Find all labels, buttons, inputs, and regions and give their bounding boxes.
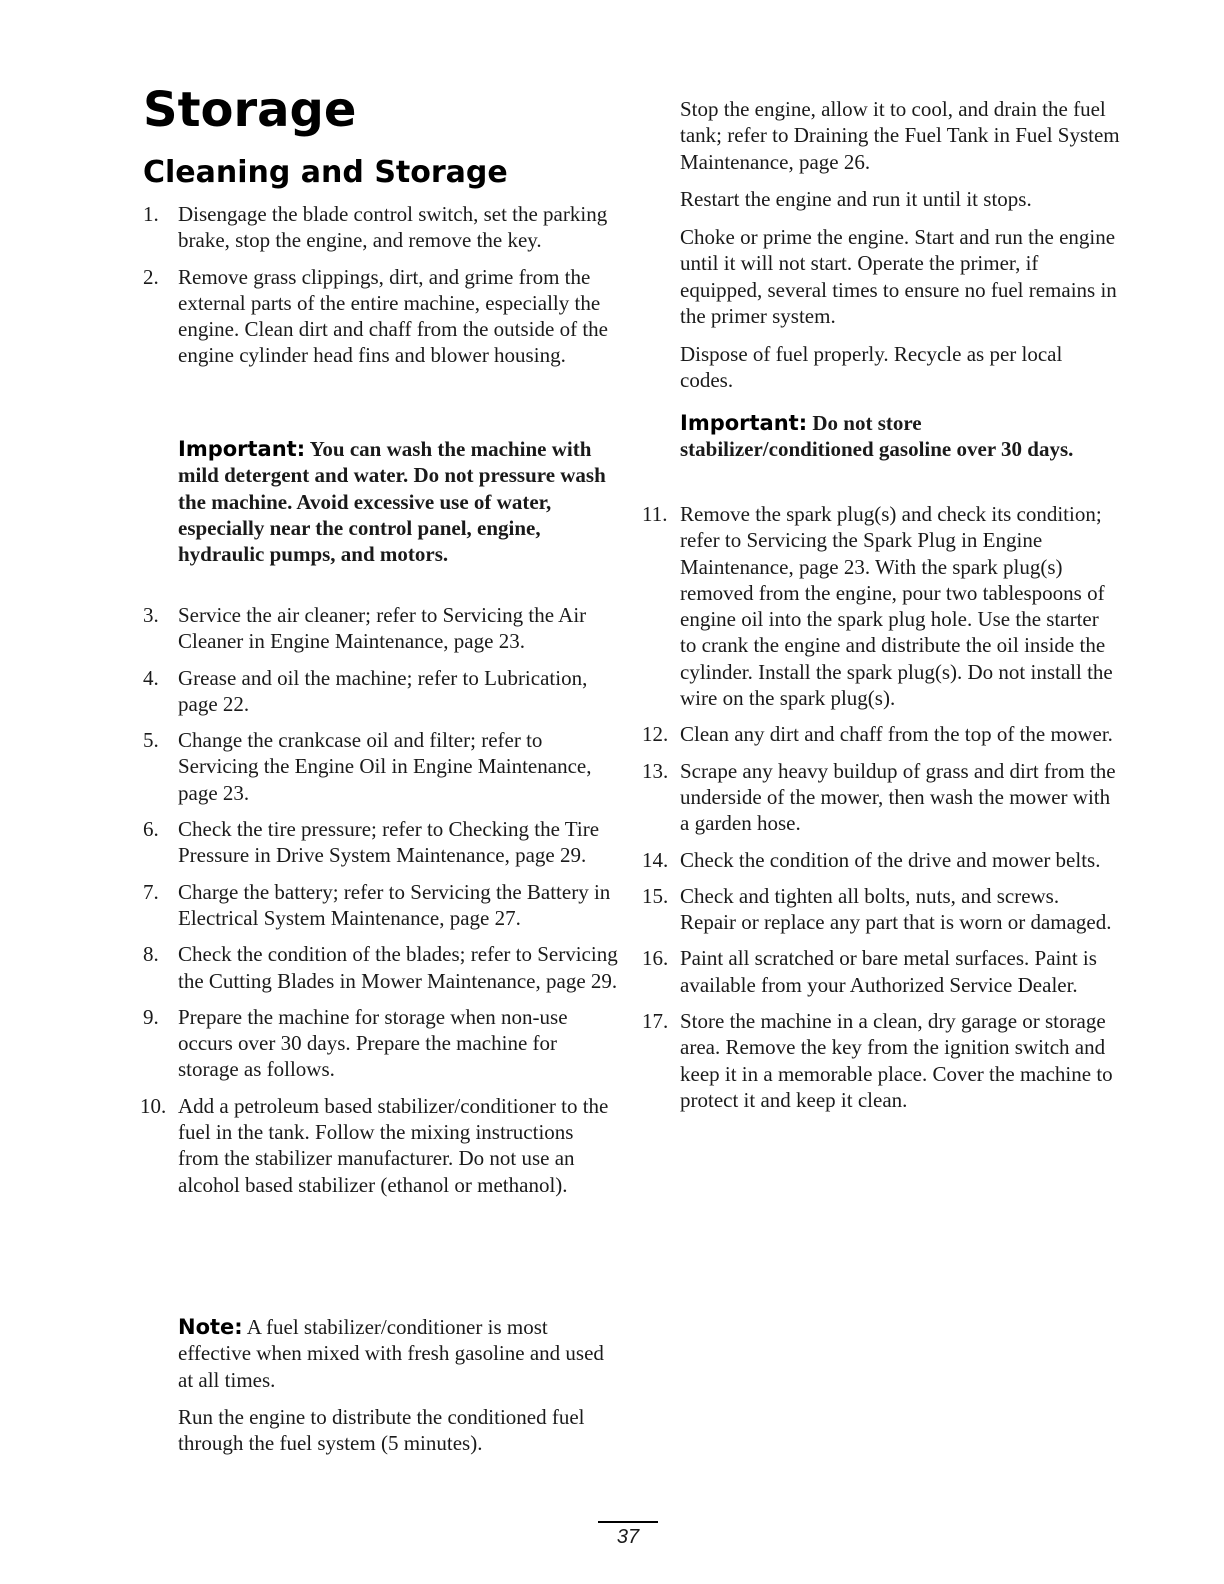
list-item xyxy=(143,1004,618,1083)
item-number: 8. xyxy=(143,942,159,967)
item-number: 2. xyxy=(143,264,159,289)
item-number: 14. xyxy=(642,847,669,872)
important-label: Important: xyxy=(680,411,808,435)
list-item xyxy=(140,1093,618,1198)
item-number: 16. xyxy=(642,946,669,971)
item-text: Charge the battery; refer to Servicing the Battery in Electrical System Maintenance, page 27. xyxy=(178,879,611,930)
list-item xyxy=(642,758,1120,837)
important-text: You can wash the machine with mild detergent and water. Do not pressure wash the machine. Avoid excessive use of water, especially near the control panel, engine, hydraulic pumps, and motors. xyxy=(178,437,606,567)
list-item xyxy=(143,264,618,369)
list-item xyxy=(642,847,1120,873)
steps-list-left-b xyxy=(140,602,618,1208)
list-item xyxy=(143,879,618,932)
list-item xyxy=(143,941,618,994)
item-number: 6. xyxy=(143,817,159,842)
list-item xyxy=(642,721,1120,747)
item-number: 13. xyxy=(642,758,669,783)
item-number: 10. xyxy=(140,1093,167,1118)
item-text: Change the crankcase oil and filter; refer to Servicing the Engine Oil in Engine Maintenance, page 23. xyxy=(178,728,592,805)
list-item xyxy=(642,1008,1120,1113)
item-number: 9. xyxy=(143,1004,159,1029)
item-number: 12. xyxy=(642,722,669,747)
note-text: A fuel stabilizer/conditioner is most effective when mixed with fresh gasoline and used at all times. xyxy=(178,1315,604,1392)
item-text: Check the condition of the drive and mower belts. xyxy=(680,847,1101,872)
list-item xyxy=(642,883,1120,936)
item-number: 15. xyxy=(642,883,669,908)
note-paragraph xyxy=(178,1314,608,1393)
drain-fuel-paragraph: Stop the engine, allow it to cool, and drain the fuel tank; refer to Draining the Fuel Tank in Fuel System Maintenance, page 26. xyxy=(680,97,1120,174)
item-text: Prepare the machine for storage when non-use occurs over 30 days. Prepare the machine for storage as follows. xyxy=(178,1004,568,1082)
item-number: 5. xyxy=(143,728,159,753)
section-heading: Cleaning and Storage xyxy=(143,155,508,190)
important-text: Do not store stabilizer/conditioned gasoline over 30 days. xyxy=(680,411,1074,462)
note-label: Note: xyxy=(178,1315,243,1339)
run-engine-paragraph: Run the engine to distribute the conditioned fuel through the fuel system (5 minutes). xyxy=(178,1405,585,1456)
steps-list-left-a xyxy=(143,201,618,379)
item-text: Check and tighten all bolts, nuts, and screws. Repair or replace any part that is worn or damaged. xyxy=(680,883,1112,935)
steps-list-right xyxy=(642,501,1120,1123)
item-text: Add a petroleum based stabilizer/conditioner to the fuel in the tank. Follow the mixing instructions from the stabilizer manufacturer. Do not use an alcohol based stabilizer (ethanol or methanol). xyxy=(178,1093,609,1197)
item-text: Grease and oil the machine; refer to Lubrication, page 22. xyxy=(178,665,588,716)
item-number: 4. xyxy=(143,665,159,690)
list-item xyxy=(143,727,618,806)
item-number: 11. xyxy=(642,502,668,526)
list-item xyxy=(143,602,618,655)
item-text: Store the machine in a clean, dry garage or storage area. Remove the key from the ignition switch and keep it in a memorable place. Cover the machine to protect it and keep it clean. xyxy=(680,1009,1113,1112)
item-text: Remove grass clippings, dirt, and grime from the external parts of the entire machine, especially the engine. Clean dirt and chaff from the outside of the engine cylinder head fins and blower housing. xyxy=(178,264,608,368)
important-notice-washing xyxy=(178,436,608,567)
item-text: Check the tire pressure; refer to Checking the Tire Pressure in Drive System Maintenance, page 29. xyxy=(178,817,600,868)
list-item xyxy=(642,501,1120,711)
list-item xyxy=(143,201,618,254)
item-number: 1. xyxy=(143,202,159,226)
page-number: 37 xyxy=(616,1526,640,1548)
item-text: Clean any dirt and chaff from the top of the mower. xyxy=(680,722,1113,747)
choke-prime-paragraph: Choke or prime the engine. Start and run the engine until it will not start. Operate the primer, if equipped, several times to ensure no fuel remains in the primer system. xyxy=(680,225,1117,328)
page-title: Storage xyxy=(143,82,357,138)
list-item xyxy=(143,816,618,869)
item-number: 17. xyxy=(642,1009,669,1034)
restart-engine-paragraph: Restart the engine and run it until it stops. xyxy=(680,187,1032,211)
item-text: Remove the spark plug(s) and check its condition; refer to Servicing the Spark Plug in Engine Maintenance, page 23. With the spark plug(s) removed from the engine, pour two tablespoons of engine oil into the spark plug hole. Use the starter to crank the engine and distribute the oil inside the cylinder. Install the spark plug(s). Do not install the wire on the spark plug(s). xyxy=(680,502,1113,711)
list-item xyxy=(143,665,618,718)
item-text: Scrape any heavy buildup of grass and dirt from the underside of the mower, then wash the mower with a garden hose. xyxy=(680,758,1116,836)
item-text: Paint all scratched or bare metal surfaces. Paint is available from your Authorized Service Dealer. xyxy=(680,946,1097,997)
item-number: 7. xyxy=(143,879,159,904)
item-number: 3. xyxy=(143,603,159,627)
important-notice-fuel xyxy=(680,410,1100,463)
item-text: Check the condition of the blades; refer to Servicing the Cutting Blades in Mower Maintenance, page 29. xyxy=(178,942,618,993)
item-text: Service the air cleaner; refer to Servicing the Air Cleaner in Engine Maintenance, page 23. xyxy=(178,603,587,654)
list-item xyxy=(642,945,1120,998)
important-label: Important: xyxy=(178,437,306,461)
item-text: Disengage the blade control switch, set the parking brake, stop the engine, and remove the key. xyxy=(178,202,608,253)
dispose-fuel-paragraph: Dispose of fuel properly. Recycle as per local codes. xyxy=(680,342,1063,393)
footer-divider xyxy=(598,1521,658,1523)
